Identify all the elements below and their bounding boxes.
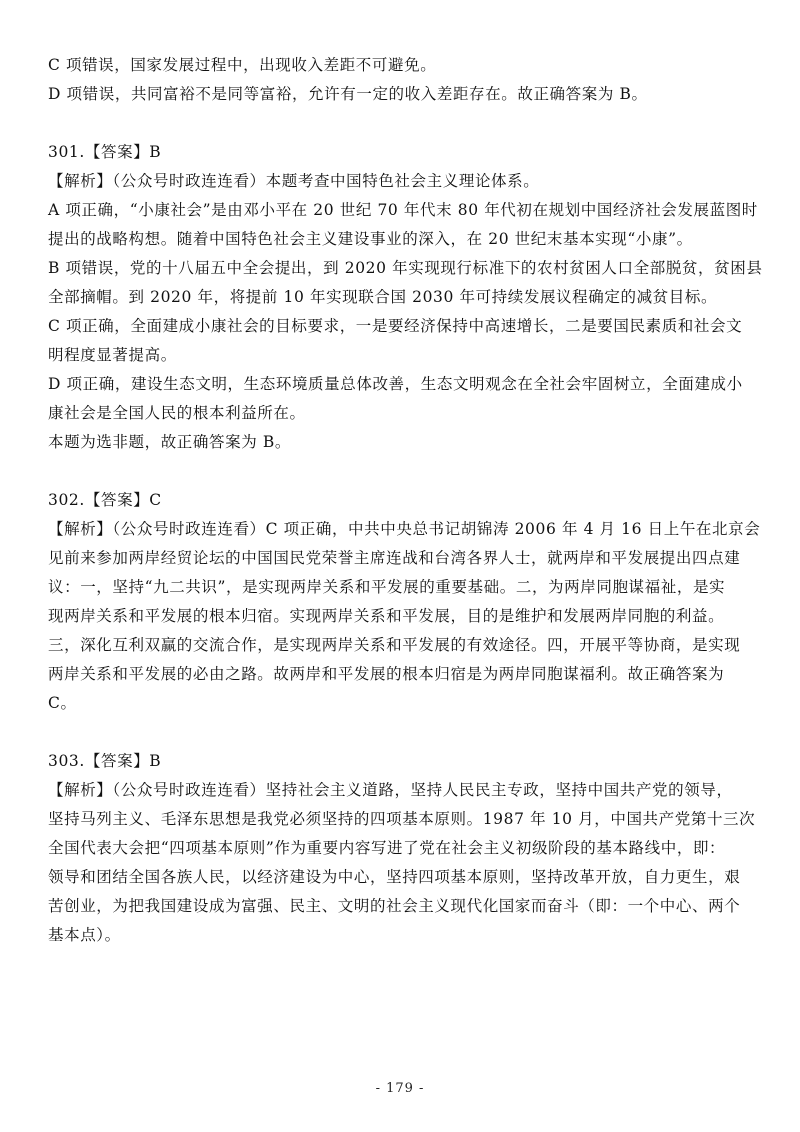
text-line: 明程度显著提高。 xyxy=(48,346,177,364)
text-line: D 项正确，建设生态文明，生态环境质量总体改善，生态文明观念在全社会牢固树立，全面建成小 xyxy=(48,375,743,393)
text-line: 【解析】（公众号时政连连看）坚持社会主义道路，坚持人民民主专政，坚持中国共产党的领导， xyxy=(48,781,733,799)
text-line: 基本点）。 xyxy=(48,926,121,944)
text-line: C。 xyxy=(48,694,77,712)
paragraph-gap xyxy=(48,460,768,489)
text-line: C 项正确，全面建成小康社会的目标要求，一是要经济保持中高速增长，二是要国民素质和社会文 xyxy=(48,317,743,335)
text-line: 苦创业，为把我国建设成为富强、民主、文明的社会主义现代化国家而奋斗（即：一个中心、两个 xyxy=(48,897,741,915)
text-line: 302.【答案】C xyxy=(48,491,162,509)
text-line: 三，深化互利双赢的交流合作，是实现两岸关系和平发展的有效途径。四，开展平等协商，是实现 xyxy=(48,636,741,654)
text-line: 本题为选非题，故正确答案为 B。 xyxy=(48,433,291,451)
text-line: 议：一，坚持“九二共识”，是实现两岸关系和平发展的重要基础。二，为两岸同胞谋福祉，是实 xyxy=(48,578,726,596)
text-line: B 项错误，党的十八届五中全会提出，到 2020 年实现现行标准下的农村贫困人口全部脱贫，贫困县 xyxy=(48,259,763,277)
text-line: 现两岸关系和平发展的根本归宿。实现两岸关系和平发展，目的是维护和发展两岸同胞的利益。 xyxy=(48,607,725,625)
paragraph-gap xyxy=(48,721,768,750)
text-line: 坚持马列主义、毛泽东思想是我党必须坚持的四项基本原则。1987 年 10 月，中国共产党第十三次 xyxy=(48,810,756,828)
text-line: 提出的战略构想。随着中国特色社会主义建设事业的深入，在 20 世纪末基本实现“小康”。 xyxy=(48,230,693,248)
text-line: 全部摘帽。到 2020 年，将提前 10 年实现联合国 2030 年可持续发展议程确定的减贫目标。 xyxy=(48,288,718,306)
text-line: 303.【答案】B xyxy=(48,752,162,770)
text-line: 【解析】（公众号时政连连看）本题考查中国特色社会主义理论体系。 xyxy=(48,172,540,190)
page-number: - 179 - xyxy=(375,1081,425,1096)
paragraph-gap xyxy=(48,112,768,141)
text-line: 全国代表大会把“四项基本原则”作为重要内容写进了党在社会主义初级阶段的基本路线中，即： xyxy=(48,839,726,857)
text-line: D 项错误，共同富裕不是同等富裕，允许有一定的收入差距存在。故正确答案为 B。 xyxy=(48,85,648,103)
text-line: A 项正确，“小康社会”是由邓小平在 20 世纪 70 年代末 80 年代初在规划中国经济社会发展蓝图时 xyxy=(48,201,758,219)
text-line: 康社会是全国人民的根本利益所在。 xyxy=(48,404,306,422)
text-line: 领导和团结全国各族人民，以经济建设为中心，坚持四项基本原则，坚持改革开放，自力更生，艰 xyxy=(48,868,741,886)
text-line: 301.【答案】B xyxy=(48,143,162,161)
text-line: 两岸关系和平发展的必由之路。故两岸和平发展的根本归宿是为两岸同胞谋福利。故正确答案为 xyxy=(48,665,725,683)
text-line: 【解析】（公众号时政连连看）C 项正确，中共中央总书记胡锦涛 2006 年 4 月 16 日上午在北京会 xyxy=(48,520,761,538)
text-line: 见前来参加两岸经贸论坛的中国国民党荣誉主席连战和台湾各界人士，就两岸和平发展提出四点建 xyxy=(48,549,741,567)
text-line: C 项错误，国家发展过程中，出现收入差距不可避免。 xyxy=(48,56,437,74)
document-page xyxy=(48,54,768,953)
